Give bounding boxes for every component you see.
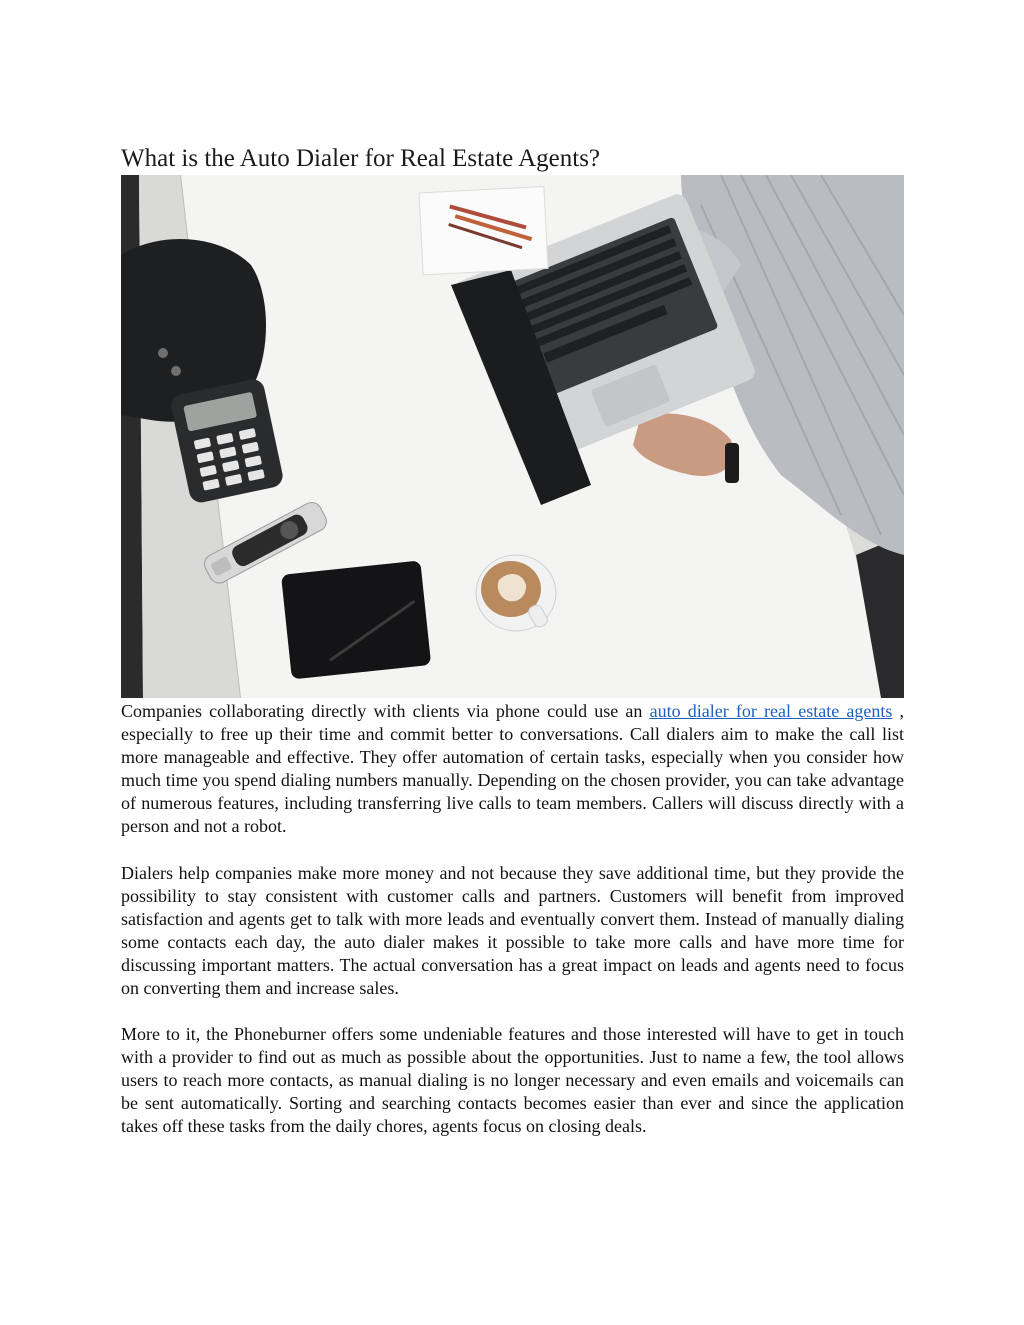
paragraph-2: Dialers help companies make more money and not because they save additional time, but they provide the possibility to stay consistent with customer calls and partners. Customers will benefit from improved satisfaction and agents get to talk with more leads and eventually convert them. Instead of manually dialing some contacts each day, the auto dialer makes it possible to take more calls and have more time for discussing important matters. The actual conversation has a great impact on leads and agents need to focus on converting them and increase sales.: [121, 863, 904, 998]
auto-dialer-link[interactable]: auto dialer for real estate agents: [649, 701, 893, 721]
office-desk-photo: [121, 175, 904, 698]
paragraph-1-lead: Companies collaborating directly with clients via phone could use an: [121, 701, 650, 721]
paragraph-1: [121, 700, 904, 838]
page-title: What is the Auto Dialer for Real Estate Agents?: [121, 145, 601, 172]
paragraph-1-rest: , especially to free up their time and commit better to conversations. Call dialers aim to make the call list more manageable and effective. They offer automation of certain tasks, especially when you consider how much time you spend dialing numbers manually. Depending on the chosen provider, you can take advantage of numerous features, including transferring live calls to team members. Callers will discuss directly with a person and not a robot.: [121, 701, 905, 836]
paragraph-3: More to it, the Phoneburner offers some undeniable features and those interested will have to get in touch with a provider to find out as much as possible about the opportunities. Just to name a few, the tool allows users to reach more contacts, as manual dialing is no longer necessary and even emails and voicemails can be sent automatically. Sorting and searching contacts becomes easier than ever and since the application takes off these tasks from the daily chores, agents focus on closing deals.: [121, 1024, 904, 1136]
